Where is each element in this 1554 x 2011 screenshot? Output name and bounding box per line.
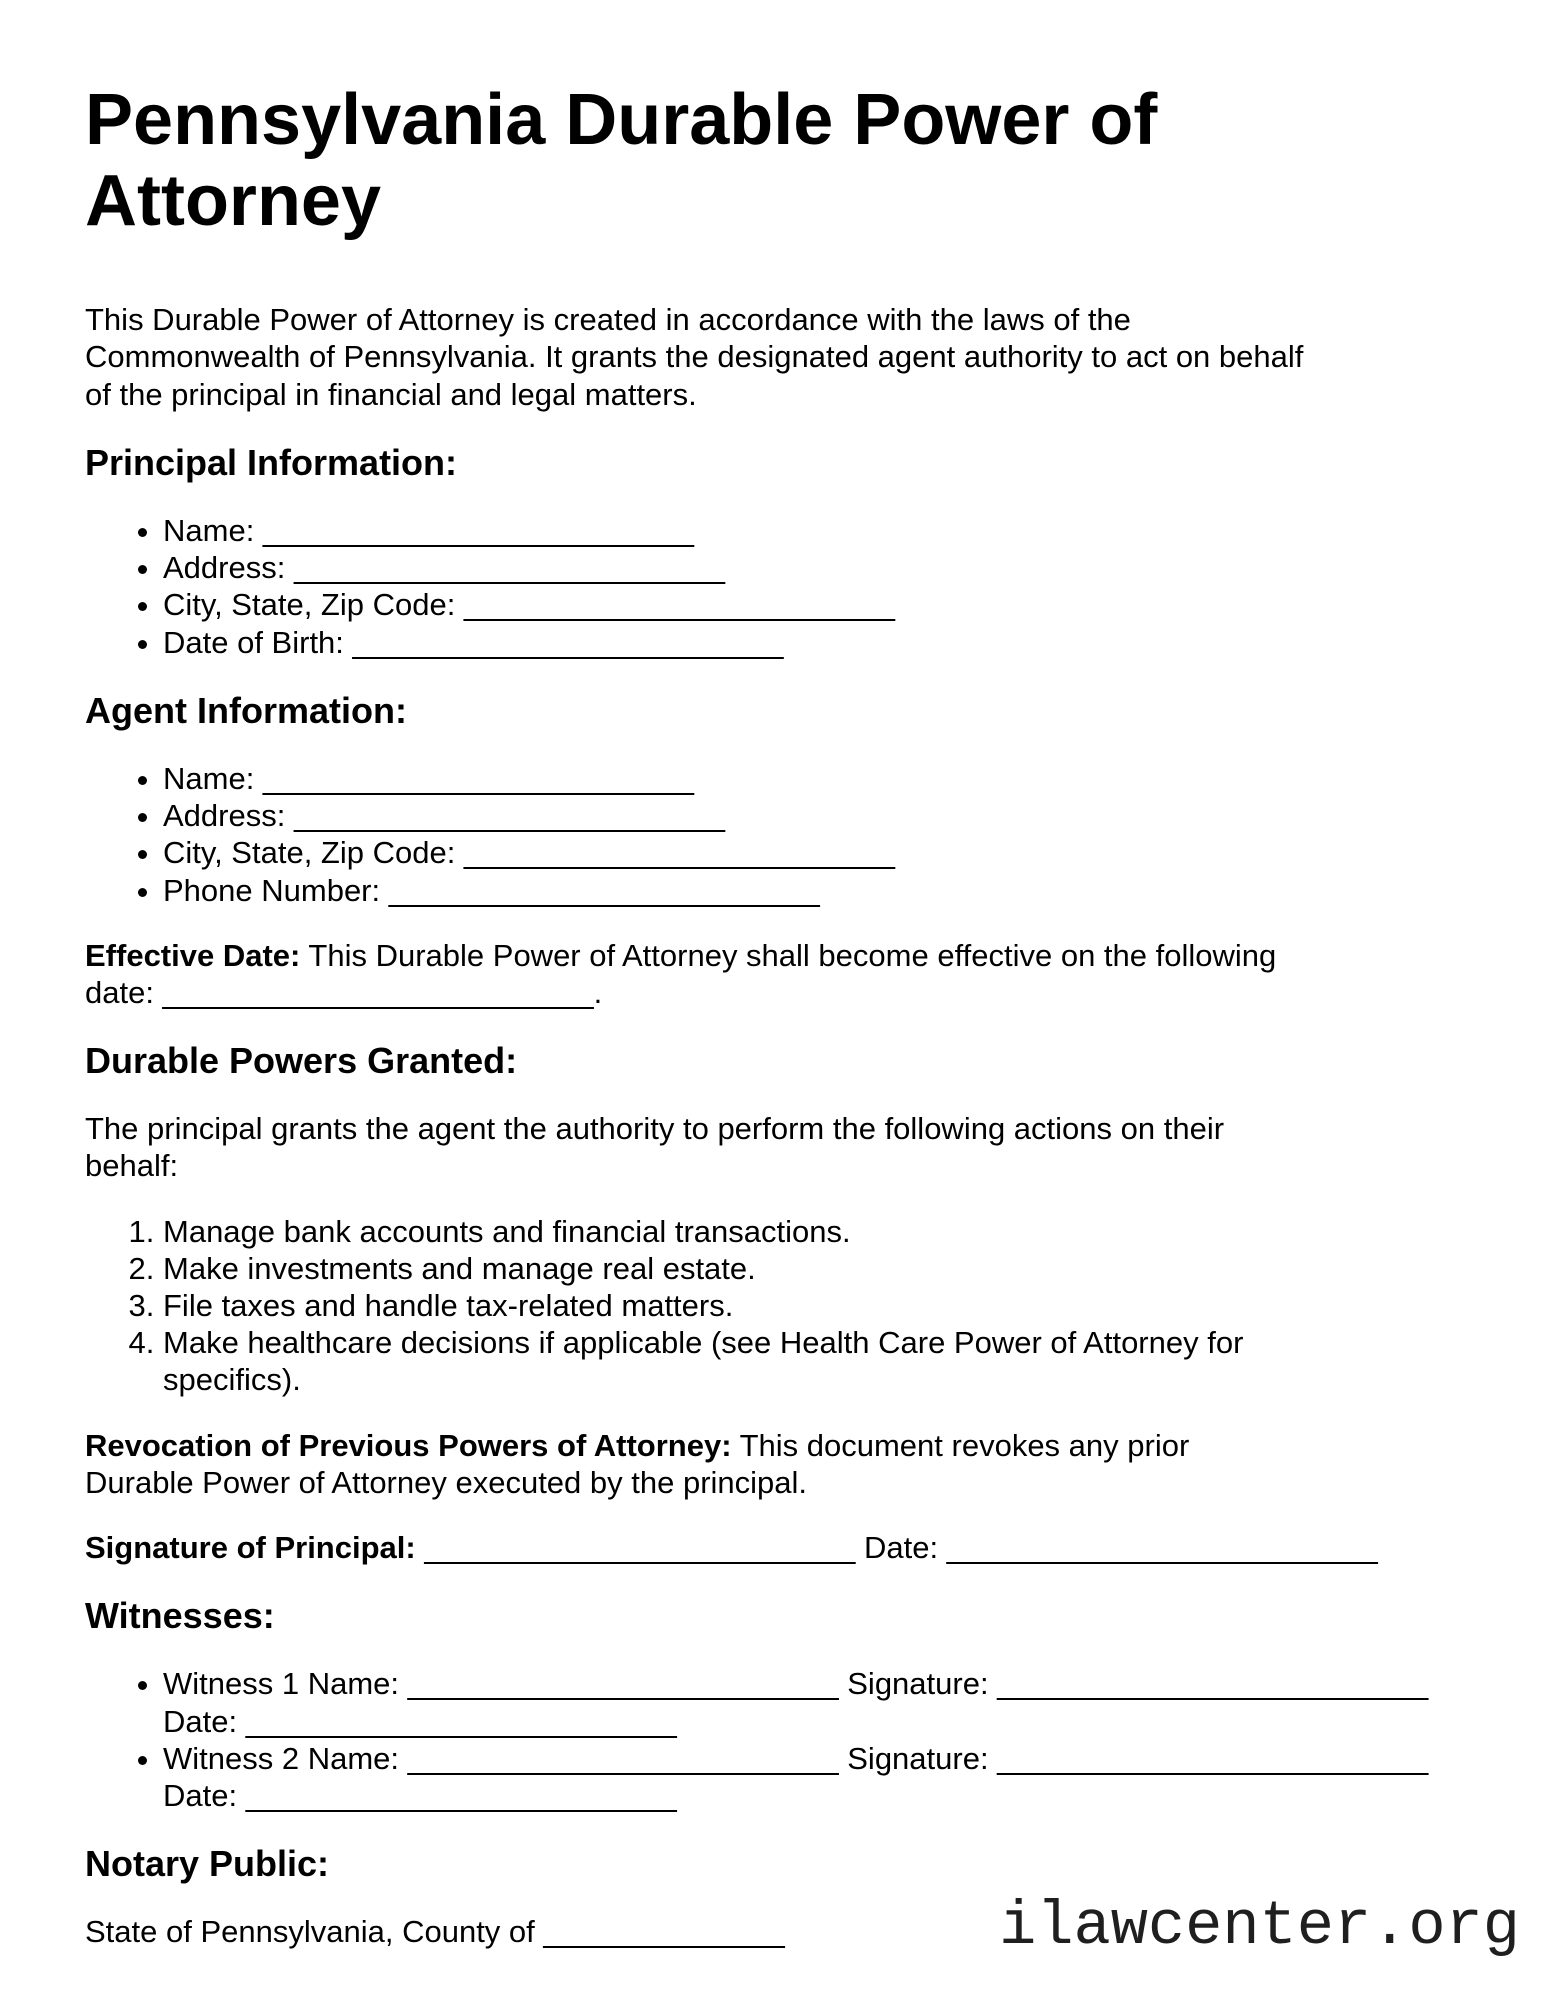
principal-information-heading: Principal Information: [85,441,458,483]
witness-1-date-line: Date: _________________________ [163,1703,677,1739]
effective-date-paragraph [85,937,1469,1011]
witness-2-name-signature-line: • Witness 2 Name: _________________________ Signature: _________________________ [163,1740,1429,1776]
revocation-text: This document revokes any prior [731,1427,1190,1463]
page-title-line1: Pennsylvania Durable Power of [85,80,1158,160]
principal-address-field: • Address: _________________________ [163,549,1469,586]
notary-public-heading: Notary Public: [85,1843,330,1885]
effective-date-line1 [85,937,1469,974]
principal-information-list [85,512,1469,661]
signature-of-principal-line [85,1529,1469,1566]
power-item-4: 4. Make healthcare decisions if applicable (see Health Care Power of Attorney for specifics). [163,1324,1469,1398]
power-item-3: 3. File taxes and handle tax-related matters. [163,1287,1469,1324]
principal-date-of-birth-field: • Date of Birth: _________________________ [163,624,1469,661]
durable-powers-list [85,1213,1469,1399]
intro-paragraph [85,301,1469,413]
revocation-line2: Durable Power of Attorney executed by the principal. [85,1464,808,1500]
revocation-paragraph [85,1427,1469,1501]
notary-state-county-line: State of Pennsylvania, County of ______________ [85,1914,785,1950]
agent-name-field: • Name: _________________________ [163,760,1469,797]
durable-powers-intro-line: behalf: [85,1148,179,1184]
effective-date-blank-line: date: _________________________. [85,974,603,1010]
witness-1-item [163,1665,1469,1739]
effective-date-text: This Durable Power of Attorney shall become effective on the following [300,937,1277,973]
principal-city-state-zip-field: • City, State, Zip Code: _________________________ [163,586,1469,623]
durable-powers-intro [85,1110,1469,1184]
revocation-line1 [85,1427,1469,1464]
revocation-label: Revocation of Previous Powers of Attorney: [85,1427,732,1463]
ilawcenter-watermark: ilawcenter.org [999,1891,1520,1962]
witness-1-name-signature-line: • Witness 1 Name: _________________________ Signature: _________________________ [163,1666,1429,1702]
agent-city-state-zip-field: • City, State, Zip Code: _________________________ [163,834,1469,871]
power-item-1: 1. Manage bank accounts and financial transactions. [163,1213,1469,1250]
page-title-line2: Attorney [85,160,382,241]
agent-information-heading: Agent Information: [85,689,407,731]
agent-phone-number-field: • Phone Number: _________________________ [163,872,1469,909]
agent-address-field: • Address: _________________________ [163,797,1469,834]
principal-name-field: • Name: _________________________ [163,512,1469,549]
witnesses-heading: Witnesses: [85,1595,275,1637]
signature-of-principal-label: Signature of Principal: [85,1529,416,1565]
durable-powers-heading: Durable Powers Granted: [85,1040,518,1082]
witnesses-list [85,1665,1469,1814]
effective-date-label: Effective Date: [85,937,301,973]
witness-2-item [163,1740,1469,1814]
power-item-2: 2. Make investments and manage real estate. [163,1250,1469,1287]
intro-line: This Durable Power of Attorney is created in accordance with the laws of the [85,302,1131,338]
intro-line: of the principal in financial and legal matters. [85,376,697,412]
agent-information-list [85,760,1469,909]
witness-2-date-line: Date: _________________________ [163,1777,677,1813]
durable-powers-intro-line: The principal grants the agent the authority to perform the following actions on their [85,1111,1225,1147]
intro-line: Commonwealth of Pennsylvania. It grants the designated agent authority to act on behalf [85,339,1304,375]
page-title [85,80,1469,241]
signature-and-date-blanks: _________________________ Date: _________________________ [415,1529,1378,1565]
